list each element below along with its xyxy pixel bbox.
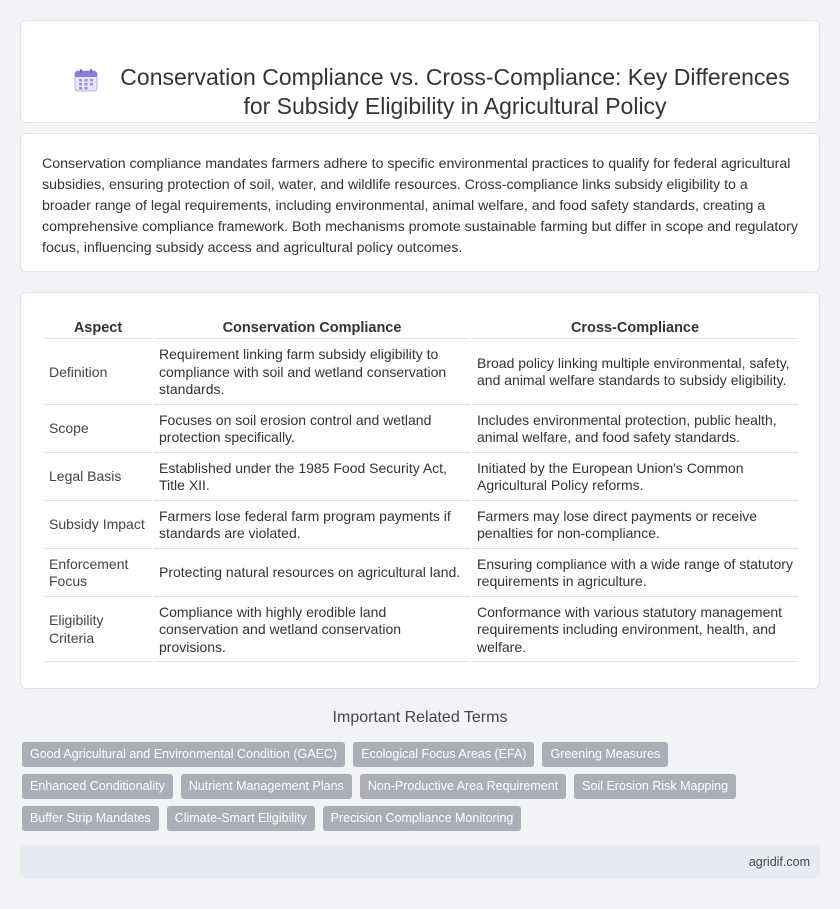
row-aspect: Definition	[44, 341, 152, 405]
row-cross: Includes environmental protection, public health, animal welfare, and food safety standards.	[472, 407, 798, 453]
related-term-tag[interactable]: Buffer Strip Mandates	[22, 806, 159, 831]
title-card	[20, 20, 820, 123]
related-term-tag[interactable]: Enhanced Conditionality	[22, 774, 173, 799]
table-row	[44, 503, 798, 549]
row-aspect: Enforcement Focus	[44, 551, 152, 597]
comparison-card	[20, 292, 820, 689]
row-aspect: Eligibility Criteria	[44, 599, 152, 663]
footer-site-link[interactable]: agridif.com	[748, 855, 810, 869]
header-cross-compliance: Cross-Compliance	[472, 318, 798, 339]
table-row	[44, 599, 798, 663]
related-term-tag[interactable]: Greening Measures	[542, 742, 668, 767]
row-cross: Farmers may lose direct payments or receive penalties for non-compliance.	[472, 503, 798, 549]
table-row	[44, 407, 798, 453]
table-header-row	[44, 318, 798, 339]
related-term-tag[interactable]: Precision Compliance Monitoring	[323, 806, 522, 831]
row-conservation: Protecting natural resources on agricultural land.	[154, 551, 470, 597]
related-term-tag[interactable]: Soil Erosion Risk Mapping	[574, 774, 736, 799]
row-cross: Broad policy linking multiple environmental, safety, and animal welfare standards to subsidy eligibility.	[472, 341, 798, 405]
related-term-tag[interactable]: Good Agricultural and Environmental Condition (GAEC)	[22, 742, 345, 767]
row-aspect: Subsidy Impact	[44, 503, 152, 549]
footer	[20, 846, 820, 879]
row-cross: Initiated by the European Union's Common Agricultural Policy reforms.	[472, 455, 798, 501]
row-conservation: Focuses on soil erosion control and wetland protection specifically.	[154, 407, 470, 453]
header-aspect: Aspect	[44, 318, 152, 339]
related-terms-heading: Important Related Terms	[332, 709, 508, 726]
comparison-table	[42, 316, 800, 664]
intro-paragraph: Conservation compliance mandates farmers adhere to specific environmental practices to qualify for federal agricultural subsidies, ensuring protection of soil, water, and wildlife resources. Cross-compliance links subsidy eligibility to a broader range of legal requirements, including environmental, animal welfare, and food safety standards, creating a comprehensive compliance framework. Both mechanisms promote sustainable farming but differ in scope and regulatory focus, influencing subsidy access and agricultural policy outcomes.	[42, 156, 798, 256]
row-aspect: Legal Basis	[44, 455, 152, 501]
row-conservation: Requirement linking farm subsidy eligibility to compliance with soil and wetland conservation standards.	[154, 341, 470, 405]
related-term-tag[interactable]: Non-Productive Area Requirement	[360, 774, 566, 799]
related-term-tag[interactable]: Ecological Focus Areas (EFA)	[353, 742, 534, 767]
row-conservation: Compliance with highly erodible land conservation and wetland conservation provisions.	[154, 599, 470, 663]
header-conservation-compliance: Conservation Compliance	[154, 318, 470, 339]
intro-card	[20, 133, 820, 272]
row-conservation: Established under the 1985 Food Security Act, Title XII.	[154, 455, 470, 501]
related-term-tag[interactable]: Nutrient Management Plans	[181, 774, 352, 799]
row-conservation: Farmers lose federal farm program payments if standards are violated.	[154, 503, 470, 549]
table-row	[44, 341, 798, 405]
row-cross: Ensuring compliance with a wide range of statutory requirements in agriculture.	[472, 551, 798, 597]
table-row	[44, 551, 798, 597]
related-terms-list	[22, 742, 812, 831]
table-row	[44, 455, 798, 501]
page-title: Conservation Compliance vs. Cross-Compliance: Key Differences for Subsidy Eligibility in Agricultural Policy	[120, 64, 790, 119]
calendar-icon	[74, 68, 98, 92]
row-aspect: Scope	[44, 407, 152, 453]
row-cross: Conformance with various statutory management requirements including environment, health, and welfare.	[472, 599, 798, 663]
related-term-tag[interactable]: Climate-Smart Eligibility	[167, 806, 315, 831]
